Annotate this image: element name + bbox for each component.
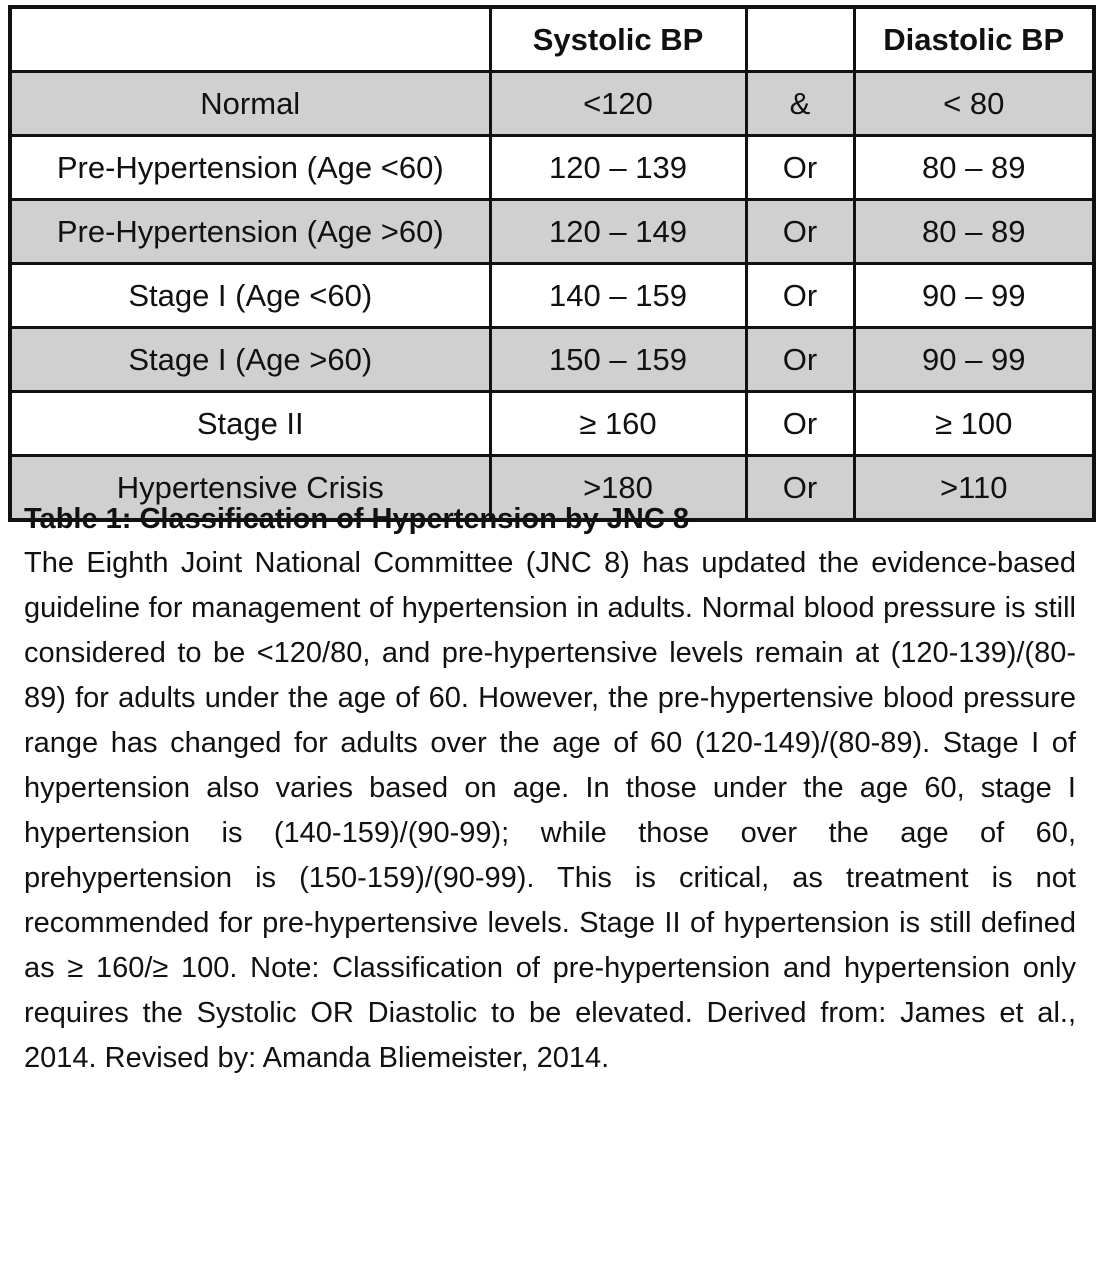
row-category: Pre-Hypertension (Age >60)	[10, 200, 490, 264]
row-category: Pre-Hypertension (Age <60)	[10, 136, 490, 200]
row-systolic: 120 – 139	[490, 136, 746, 200]
row-systolic: ≥ 160	[490, 392, 746, 456]
row-diastolic: < 80	[854, 72, 1094, 136]
row-category: Stage II	[10, 392, 490, 456]
table-row	[10, 328, 1094, 392]
row-diastolic: 90 – 99	[854, 328, 1094, 392]
row-operator: Or	[746, 136, 854, 200]
row-operator: Or	[746, 264, 854, 328]
table-row	[10, 264, 1094, 328]
row-operator: Or	[746, 328, 854, 392]
table-row	[10, 72, 1094, 136]
row-systolic: 150 – 159	[490, 328, 746, 392]
row-systolic: 120 – 149	[490, 200, 746, 264]
row-operator: Or	[746, 456, 854, 521]
row-operator: Or	[746, 200, 854, 264]
header-systolic: Systolic BP	[490, 7, 746, 72]
row-category: Stage I (Age >60)	[10, 328, 490, 392]
row-category: Hypertensive Crisis	[10, 456, 490, 521]
table-row	[10, 200, 1094, 264]
row-systolic: <120	[490, 72, 746, 136]
table-row	[10, 392, 1094, 456]
row-systolic: >180	[490, 456, 746, 521]
header-category	[10, 7, 490, 72]
caption-body: The Eighth Joint National Committee (JNC 8) has updated the evidence-based guideline for management of hypertension in adults. Normal blood pressure is still considered to be <120/80, and pre-hypertensive levels remain at (120-139)/(80-89) for adults under the age of 60. However, the pre-hypertensive blood pressure range has changed for adults over the age of 60 (120-149)/(80-89). Stage I of hypertension also varies based on age. In those under the age 60, stage I hypertension is (140-159)/(90-99); while those over the age of 60, prehypertension is (150-159)/(90-99). This is critical, as treatment is not recommended for pre-hypertensive levels. Stage II of hypertension is still defined as ≥ 160/≥ 100. Note: Classification of pre-hypertension and hypertension only requires the Systolic OR Diastolic to be elevated. Derived from: James et al., 2014. Revised by: Amanda Bliemeister, 2014.	[24, 547, 1076, 1074]
caption-title: Table 1: Classification of Hypertension by JNC 8	[24, 503, 690, 535]
row-category: Normal	[10, 72, 490, 136]
table-caption	[24, 500, 1076, 1081]
row-operator: Or	[746, 392, 854, 456]
hypertension-classification-table	[8, 5, 1096, 522]
row-systolic: 140 – 159	[490, 264, 746, 328]
table-row	[10, 136, 1094, 200]
row-diastolic: >110	[854, 456, 1094, 521]
row-diastolic: ≥ 100	[854, 392, 1094, 456]
table-header-row	[10, 7, 1094, 72]
row-category: Stage I (Age <60)	[10, 264, 490, 328]
row-operator: &	[746, 72, 854, 136]
row-diastolic: 80 – 89	[854, 136, 1094, 200]
header-operator	[746, 7, 854, 72]
row-diastolic: 80 – 89	[854, 200, 1094, 264]
header-diastolic: Diastolic BP	[854, 7, 1094, 72]
row-diastolic: 90 – 99	[854, 264, 1094, 328]
